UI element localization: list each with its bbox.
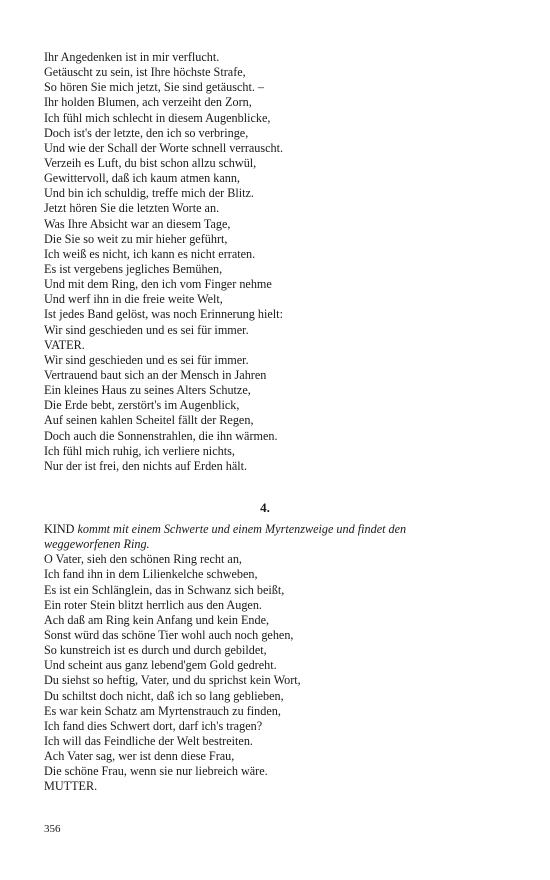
verse-line: Und scheint aus ganz lebend'gem Gold gedreht. (44, 658, 277, 673)
verse-line: Ich weiß es nicht, ich kann es nicht erraten. (44, 246, 256, 261)
verse-line: Ich fühl mich schlecht in diesem Augenblicke, (44, 110, 271, 125)
verse-line: Es ist vergebens jegliches Bemühen, (44, 261, 223, 276)
verse-line: Die Sie so weit zu mir hieher geführt, (44, 231, 228, 246)
verse-line: Und wie der Schall der Worte schnell verrauscht. (44, 140, 284, 155)
verse-line: Es war kein Schatz am Myrtenstrauch zu finden, (44, 703, 281, 718)
verse-line: Es ist ein Schlänglein, das in Schwanz sich beißt, (44, 582, 285, 597)
verse-line: Gewittervoll, daß ich kaum atmen kann, (44, 171, 240, 186)
verse-lines-bottom (44, 552, 484, 794)
verse-line: Du schiltst doch nicht, daß ich so lang geblieben, (44, 688, 284, 703)
verse-line: O Vater, sieh den schönen Ring recht an, (44, 552, 242, 567)
verse-line: Ihr Angedenken ist in mir verflucht. (44, 50, 220, 64)
stage-speaker: KIND (44, 522, 75, 536)
verse-line: Ich fühl mich ruhig, ich verliere nichts, (44, 443, 235, 458)
verse-line: Doch ist's der letzte, den ich so verbringe, (44, 125, 249, 140)
verse-line: Doch auch die Sonnenstrahlen, die ihn wärmen. (44, 428, 278, 443)
verse-line: Und mit dem Ring, den ich vom Finger nehme (44, 277, 272, 292)
verse-line: Jetzt hören Sie die letzten Worte an. (44, 201, 220, 216)
verse-line: Und werf ihn in die freie weite Welt, (44, 292, 223, 307)
verse-line: Vertrauend baut sich an der Mensch in Jahren (44, 367, 267, 382)
verse-line: VATER. (44, 337, 85, 352)
verse-line: Ein kleines Haus zu seines Alters Schutze, (44, 383, 251, 398)
verse-line: Wir sind geschieden und es sei für immer. (44, 352, 249, 367)
verse-line: So hören Sie mich jetzt, Sie sind getäuscht. – (44, 80, 265, 95)
verse-line: So kunstreich ist es durch und durch gebildet, (44, 643, 267, 658)
verse-line: Die Erde bebt, zerstört's im Augenblick, (44, 398, 240, 413)
verse-line: Ich will das Feindliche der Welt bestreiten. (44, 734, 253, 748)
verse-line: Ist jedes Band gelöst, was noch Erinnerung hielt: (44, 307, 283, 322)
stage-direction (44, 522, 484, 552)
verse-line: Was Ihre Absicht war an diesem Tage, (44, 216, 231, 231)
verse-line: Sonst würd das schöne Tier wohl auch noch gehen, (44, 628, 294, 643)
verse-line: Ihr holden Blumen, ach verzeiht den Zorn, (44, 95, 252, 110)
verse-line: Die schöne Frau, wenn sie nur liebreich wäre. (44, 764, 268, 779)
stage-direction-text: kommt mit einem Schwerte und einem Myrtenzweige und findet den weggeworfenen Ring. (44, 522, 407, 552)
verse-line: Und bin ich schuldig, treffe mich der Blitz. (44, 186, 254, 201)
verse-line: Wir sind geschieden und es sei für immer. (44, 322, 249, 337)
verse-line: Ich fand ihn in dem Lilienkelche schweben, (44, 567, 258, 582)
verse-line: Verzeih es Luft, du bist schon allzu schwül, (44, 155, 257, 170)
verse-line: Auf seinen kahlen Scheitel fällt der Regen, (44, 413, 254, 428)
verse-line: Getäuscht zu sein, ist Ihre höchste Strafe, (44, 65, 246, 80)
verse-line: Nur der ist frei, den nichts auf Erden hält. (44, 458, 248, 473)
page-number: 356 (44, 823, 61, 835)
verse-line: Ach daß am Ring kein Anfang und kein Ende, (44, 612, 270, 627)
verse-line: Ach Vater sag, wer ist denn diese Frau, (44, 749, 235, 764)
verse-line: Du siehst so heftig, Vater, und du sprichst kein Wort, (44, 673, 301, 688)
verse-block-top (44, 50, 484, 474)
verse-block-bottom (44, 522, 484, 795)
verse-line: MUTTER. (44, 779, 98, 794)
section-heading: 4. (260, 500, 270, 515)
verse-line: Ich fand dies Schwert dort, darf ich's tragen? (44, 718, 263, 733)
verse-line: Ein roter Stein blitzt herrlich aus den Augen. (44, 597, 262, 612)
